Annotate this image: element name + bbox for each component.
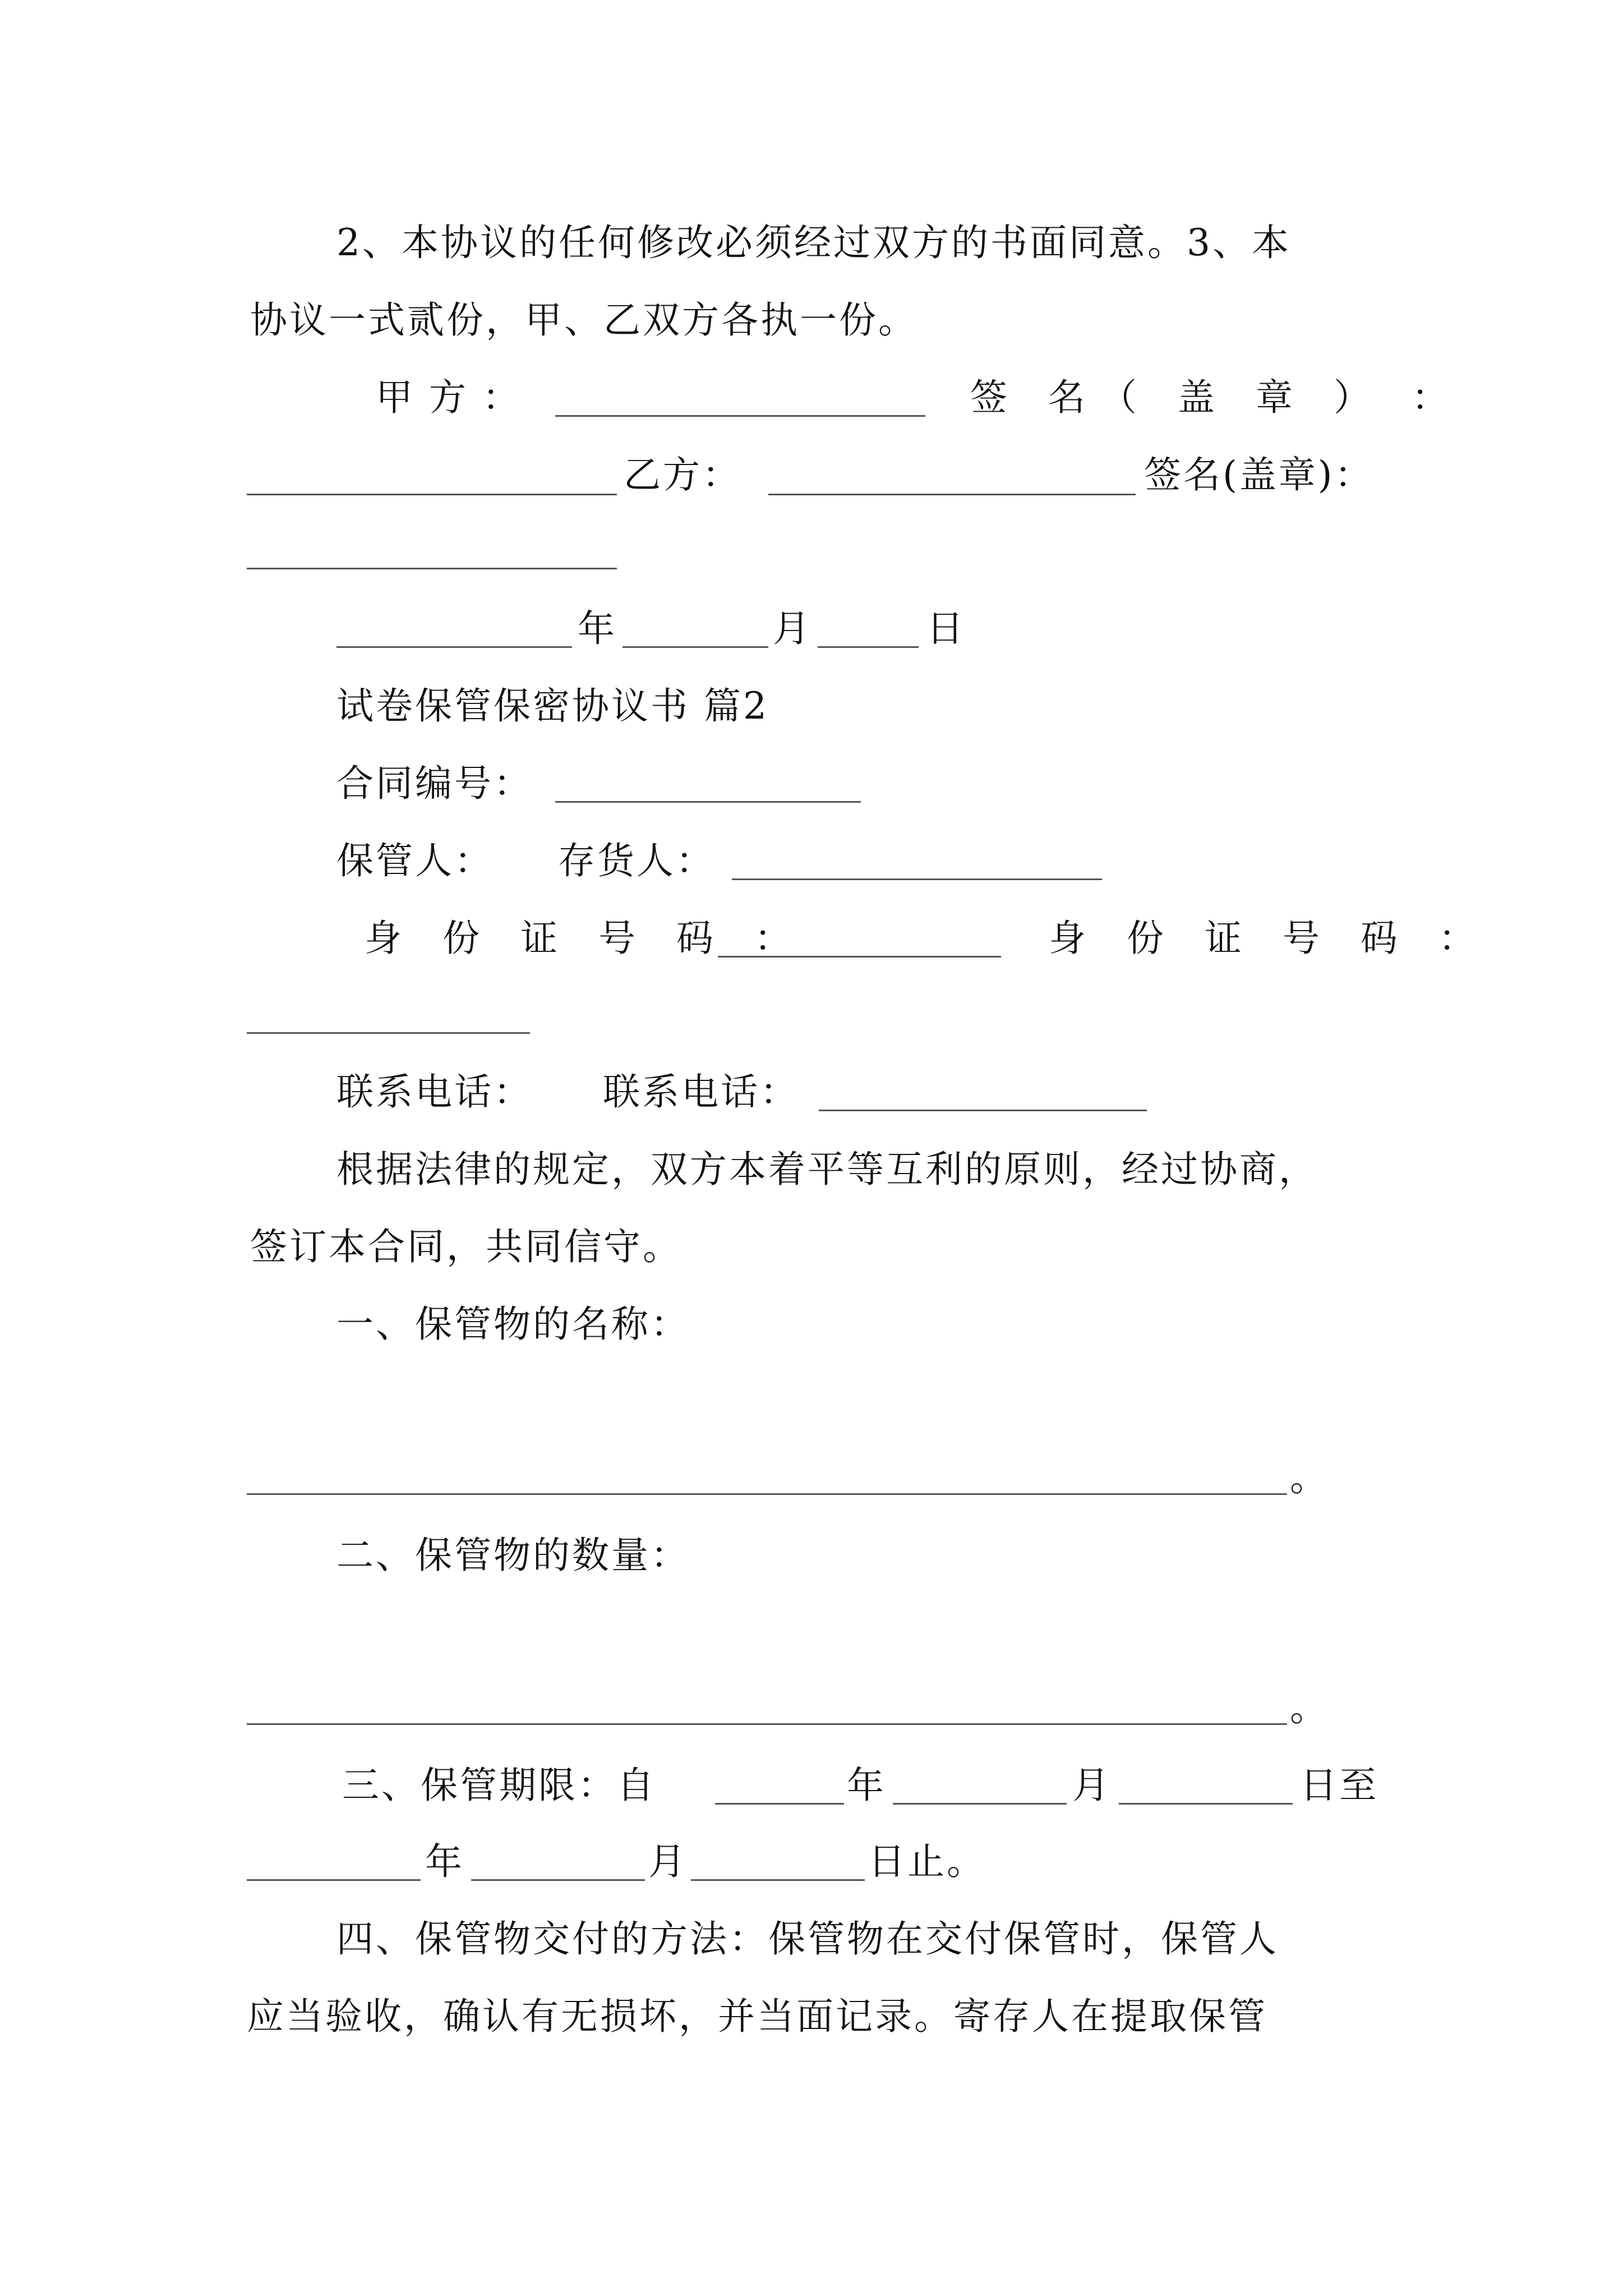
depositor-label: 存货人： <box>558 839 715 882</box>
phone-label: 联系电话： <box>603 1070 799 1114</box>
signature-label: 签名(盖章)： <box>1144 453 1374 496</box>
id-number-blank[interactable] <box>247 1032 530 1034</box>
month-label: 月 <box>773 607 812 650</box>
year-blank[interactable] <box>715 1803 844 1805</box>
party-a-blank[interactable] <box>555 415 925 417</box>
day-blank[interactable] <box>1119 1803 1293 1805</box>
item-title: 二、保管物的数量： <box>336 1534 690 1577</box>
id-number-blank[interactable] <box>718 956 1001 958</box>
signature-blank[interactable] <box>247 494 617 495</box>
day-to-label: 日至 <box>1300 1764 1378 1807</box>
custodian-label: 保管人： <box>336 839 494 882</box>
paragraph-line: 签订本合同，共同信守。 <box>250 1225 682 1268</box>
item-title: 一、保管物的名称： <box>336 1303 690 1346</box>
signature-blank[interactable] <box>247 568 617 569</box>
phone-blank[interactable] <box>819 1110 1147 1111</box>
signature-label: 签 名（ 盖 章 ） ： <box>970 376 1463 419</box>
month-blank[interactable] <box>471 1879 645 1881</box>
paragraph-line: 2、本协议的任何修改必须经过双方的书面同意。3、本 <box>336 221 1291 264</box>
contract-no-label: 合同编号： <box>336 762 533 805</box>
month-blank[interactable] <box>623 646 768 648</box>
year-blank[interactable] <box>247 1879 421 1881</box>
paragraph-line: 协议一式贰份，甲、乙双方各执一份。 <box>250 298 917 342</box>
item-name-blank[interactable] <box>247 1493 1287 1495</box>
party-b-label: 乙方： <box>624 453 741 496</box>
item-end-mark: 。 <box>1290 1686 1329 1729</box>
paragraph-line: 应当验收，确认有无损坏，并当面记录。寄存人在提取保管 <box>247 1995 1267 2038</box>
month-blank[interactable] <box>893 1803 1067 1805</box>
year-label: 年 <box>425 1840 464 1883</box>
id-number-label: 身 份 证 号 码 ： <box>1049 917 1490 960</box>
year-blank[interactable] <box>336 646 572 648</box>
phone-label: 联系电话： <box>336 1070 533 1114</box>
item-end-mark: 。 <box>1290 1456 1329 1499</box>
paragraph-line: 四、保管物交付的方法：保管物在交付保管时，保管人 <box>336 1917 1279 1961</box>
paragraph-line: 根据法律的规定，双方本着平等互利的原则，经过协商， <box>336 1148 1318 1191</box>
month-label: 月 <box>648 1840 688 1883</box>
day-end-label: 日止。 <box>868 1840 986 1883</box>
party-a-label: 甲 方 ： <box>376 376 522 419</box>
section-title: 试卷保管保密协议书 篇2 <box>336 684 769 728</box>
day-blank[interactable] <box>691 1879 865 1881</box>
depositor-blank[interactable] <box>732 878 1102 880</box>
year-label: 年 <box>847 1764 886 1807</box>
item-title: 三、保管期限：自 <box>342 1764 656 1807</box>
party-b-blank[interactable] <box>768 494 1136 495</box>
day-blank[interactable] <box>818 646 919 648</box>
day-label: 日 <box>926 607 966 650</box>
year-label: 年 <box>578 607 617 650</box>
contract-no-blank[interactable] <box>555 801 861 803</box>
month-label: 月 <box>1072 1764 1112 1807</box>
item-quantity-blank[interactable] <box>247 1723 1287 1725</box>
id-number-label: 身 份 证 号 码 ： <box>365 917 806 960</box>
